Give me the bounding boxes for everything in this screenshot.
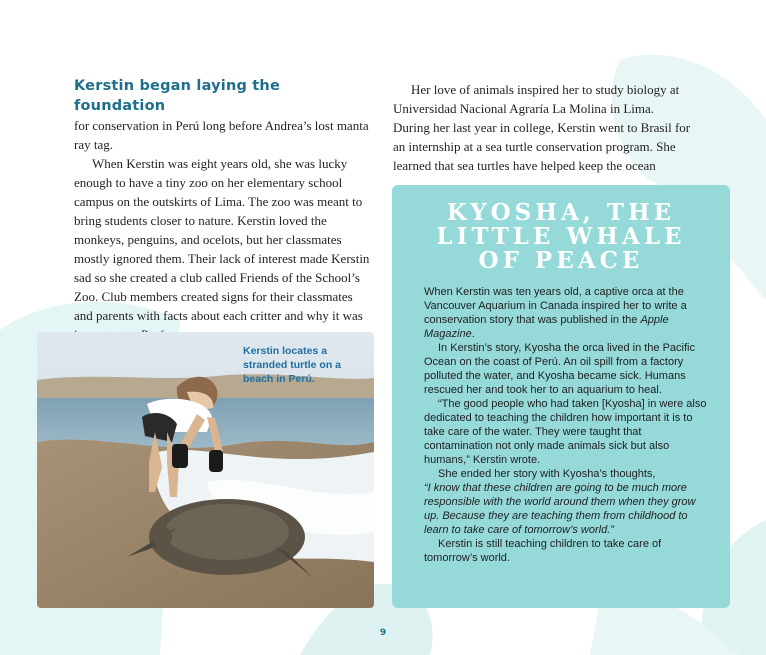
sidebar-title-line-3: OF PEACE — [478, 247, 644, 274]
page-number: 9 — [379, 628, 387, 638]
left-paragraph-2: When Kerstin was eight years old, she was lucky enough to have a tiny zoo on her elementary school campus on the outskirts of Lima. The zoo was meant to bring students closer to nature. Kerstin loved the monkeys, penguins, and ocelots, but her classmates mostly ignored them. Their lack of interest made Kerstin sad so she created a club called Friends of the School’s Zoo. Club members created signs for their classmates and parents with facts about each critter and why it was — [74, 156, 370, 323]
photo-kerstin-turtle — [37, 332, 374, 608]
right-text-column — [393, 80, 693, 175]
sidebar-paragraph-2: In Kerstin’s story, Kyosha the orca lived in the Pacific Ocean on the coast of Perú. An oil spill from a factory polluted the water, and Kyosha became sick. Humans rescued her and took her to an aquarium to heal. — [424, 342, 695, 396]
magazine-title: Apple Magazine — [424, 314, 669, 340]
photo-caption: Kerstin locates a stranded turtle on a beach in Perú. — [243, 345, 342, 385]
sidebar-body — [424, 285, 708, 565]
left-paragraph-1-text: for conservation in Perú long before Andrea’s lost manta ray tag. — [74, 118, 369, 152]
left-text-column — [74, 76, 372, 344]
sidebar-paragraph-5: Kerstin is still teaching children to take care of tomorrow’s world. — [424, 538, 662, 564]
sidebar-paragraph-1 — [424, 285, 708, 341]
sidebar-box — [392, 185, 730, 608]
sidebar-p4-text: She ended her story with Kyosha’s thoughts, — [438, 468, 656, 480]
left-paragraph-1 — [74, 76, 372, 154]
right-paragraph-1: Her love of animals inspired her to study biology at Universidad Nacional Agraría La Molina in Lima. During her last year in college, Kerstin went to Brasil for an internship at a sea turtle conservation program. She learned that sea turtles have helped keep the ocean — [393, 82, 691, 173]
sidebar-title — [392, 201, 730, 273]
sidebar-paragraph-3: “The good people who had taken [Kyosha] in were also dedicated to teaching the children how important it is to take care of the water. They were taught that contamination not only made animals sick but also humans,” Kerstin wrote. — [424, 398, 707, 466]
sidebar-p1-end: . — [471, 328, 475, 340]
section-heading: Kerstin began laying the foundation — [74, 78, 280, 114]
sidebar-paragraph-4 — [424, 467, 708, 537]
kyosha-quote: “I know that these children are going to be much more responsible with the world around them when they grow up. Because they are teaching them from childhood to learn to take care of tomorrow’s world.” — [424, 482, 696, 536]
sidebar-p1-text: When Kerstin was ten years old, a captive orca at the Vancouver Aquarium in Canada inspired her to write a conservation story that was published in the — [424, 286, 687, 326]
sidebar-title-line-2: LITTLE WHALE — [436, 223, 686, 250]
sidebar-title-line-1: KYOSHA, THE — [446, 199, 676, 226]
